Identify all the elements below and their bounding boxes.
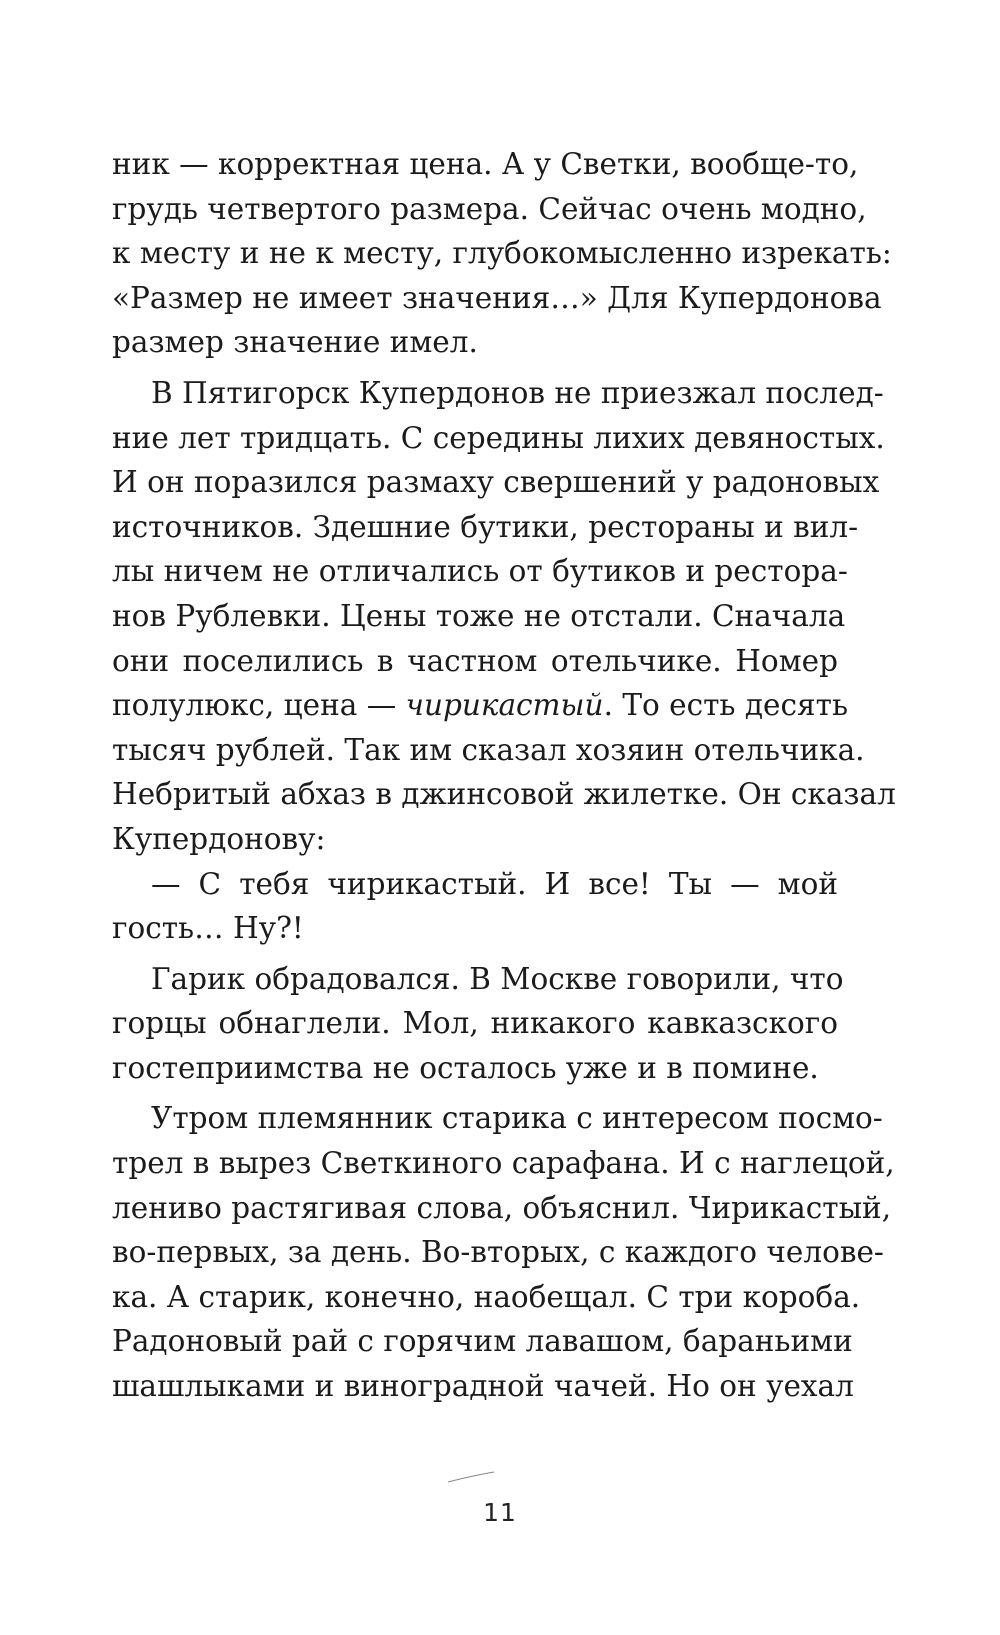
text-line: Утром племянник старика с интересом посмо- (151, 1101, 883, 1136)
text-segment: . То есть десять (603, 688, 849, 723)
text-line: тысяч рублей. Так им сказал хозяин отельчика. (112, 732, 865, 767)
text-line: шашлыками и виноградной чачей. Но он уехал (112, 1369, 854, 1404)
text-line: Радоновый рай с горячим лавашом, бараньими (112, 1324, 853, 1359)
text-line: грудь четвертого размера. Сейчас очень модно, (112, 191, 867, 226)
text-line: ник — корректная цена. А у Светки, вообще-то, (112, 147, 859, 181)
text-line: И он поразился размаху свершений у радоновых (112, 465, 880, 500)
page-number: 11 (483, 1498, 517, 1527)
text-line: лы ничем не отличались от бутиков и рестора- (112, 554, 848, 589)
text-line: «Размер не имеет значения…» Для Купердонова (112, 280, 882, 315)
text-line: к месту и не к месту, глубокомысленно изрекать: (112, 236, 892, 271)
dialogue-line: гость… Ну?! (112, 911, 304, 946)
text-line: трел в вырез Светкиного сарафана. И с наглецой, (112, 1146, 895, 1181)
text-line: ка. А старик, конечно, наобещал. С три короба. (112, 1279, 861, 1314)
text-line: В Пятигорск Купердонов не приезжал послед- (151, 375, 884, 410)
text-line: ние лет тридцать. С середины лихих девяностых. (112, 420, 885, 455)
text-line: источников. Здешние бутики, рестораны и вил- (112, 509, 859, 544)
folio-ornament (446, 1470, 496, 1484)
text-line: Гарик обрадовался. В Москве говорили, что (151, 961, 844, 996)
text-line: они поселились в частном отельчике. Номер (112, 643, 838, 678)
text-line: Небритый абхаз в джинсовой жилетке. Он сказал (112, 777, 896, 812)
text-line: гостеприимства не осталось уже и в помине. (112, 1050, 819, 1085)
dialogue-line: — С тебя чирикастый. И все! Ты — мой (151, 866, 838, 901)
body-text (112, 142, 896, 1409)
text-line: нов Рублевки. Цены тоже не отстали. Сначала (112, 598, 846, 633)
text-line: во-первых, за день. Во-вторых, с каждого челове- (112, 1235, 884, 1270)
text-line-mixed (112, 683, 849, 728)
text-line: Купердонову: (112, 821, 326, 856)
text-line: размер значение имел. (112, 325, 478, 360)
text-line: горцы обнаглели. Мол, никакого кавказского (112, 1006, 838, 1041)
text-segment: полулюкс, цена — (112, 688, 406, 723)
text-line: лениво растягивая слова, объяснил. Чирикастый, (112, 1190, 892, 1225)
italic-word: чирикастый (405, 688, 604, 723)
